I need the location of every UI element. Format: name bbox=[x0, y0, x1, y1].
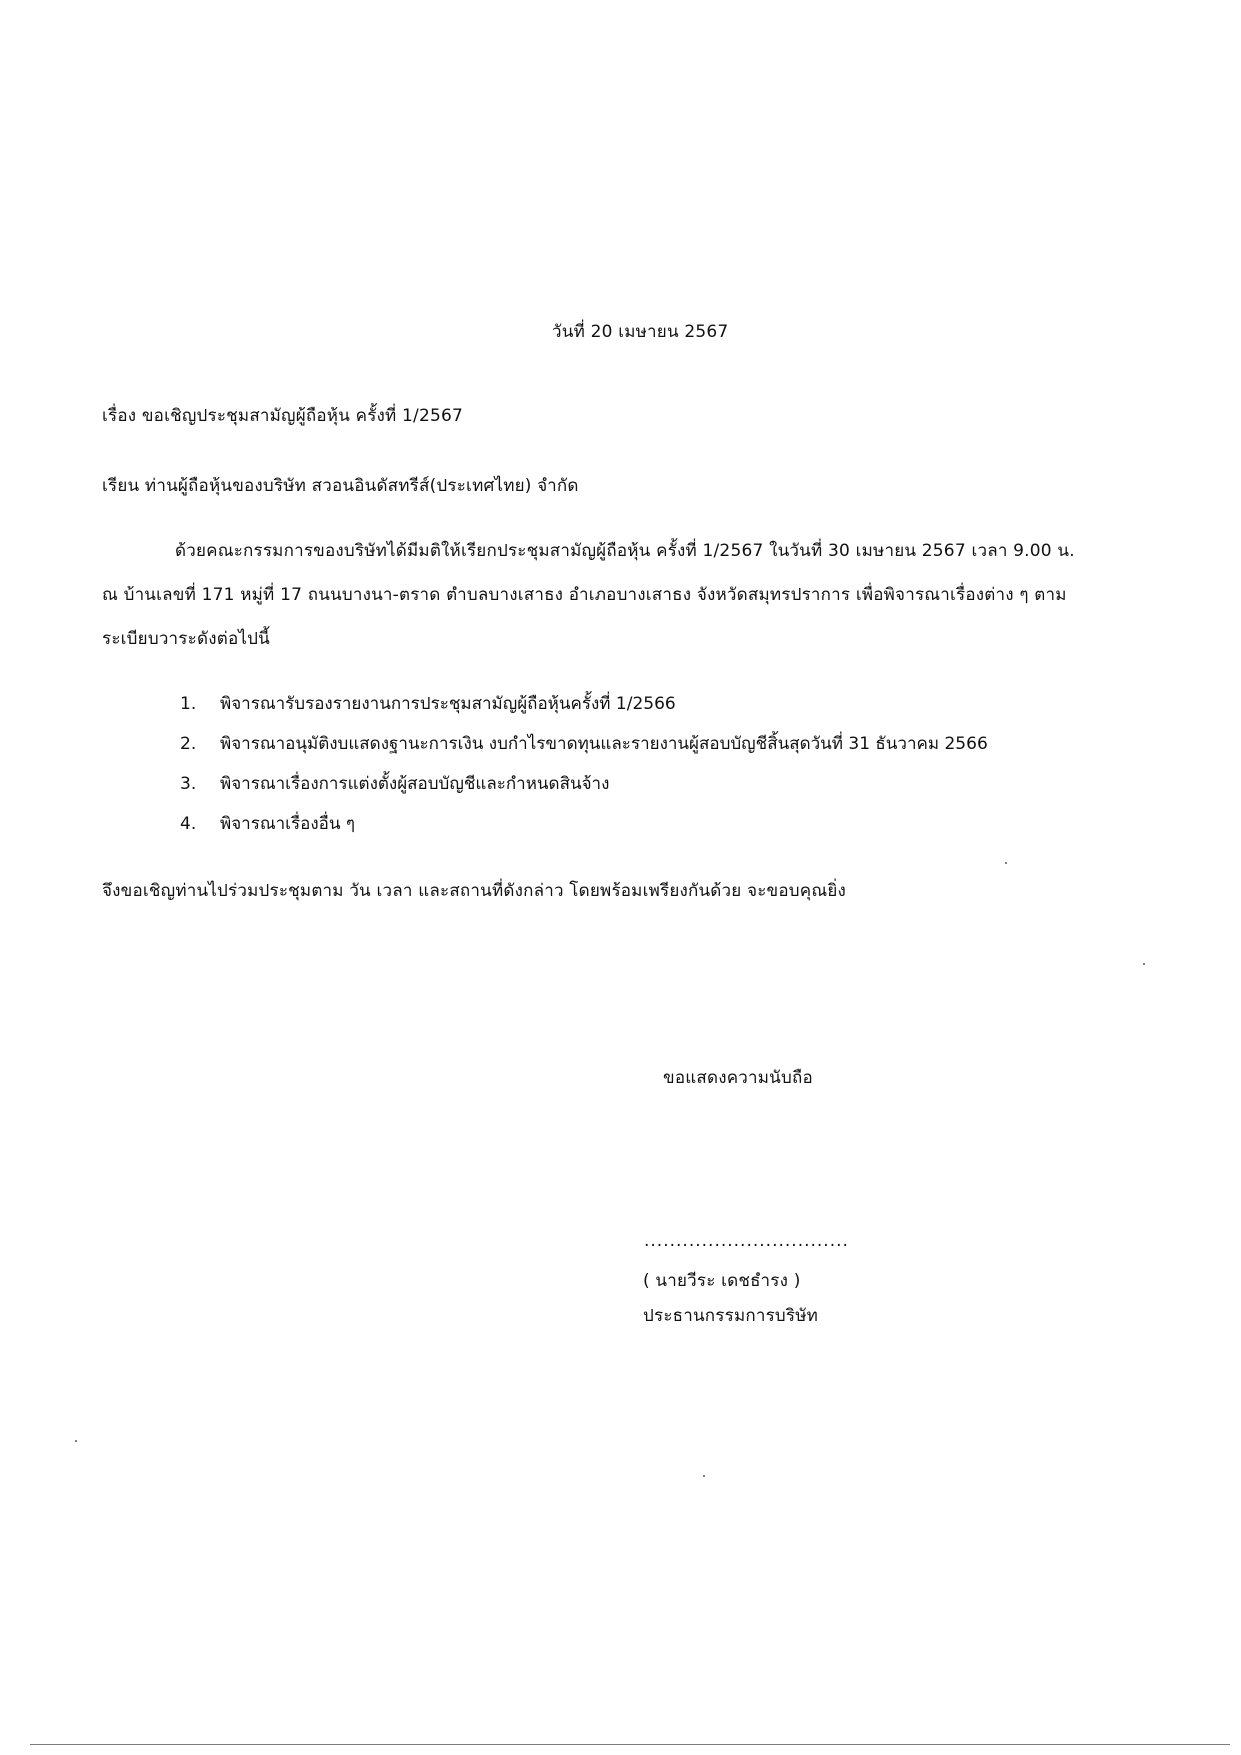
letter-subject: เรื่อง ขอเชิญประชุมสามัญผู้ถือหุ้น ครั้งที่ 1/2567 bbox=[102, 406, 464, 426]
scan-edge-line bbox=[30, 1744, 1230, 1745]
letter-recipient: เรียน ท่านผู้ถือหุ้นของบริษัท สวอนอินดัสทรีส์(ประเทศไทย) จำกัด bbox=[102, 476, 579, 496]
letter-regards: ขอแสดงความนับถือ bbox=[663, 1068, 813, 1088]
body-line-1: ด้วยคณะกรรมการของบริษัทได้มีมติให้เรียกประชุมสามัญผู้ถือหุ้น ครั้งที่ 1/2567 ในวันที่ 30 เมษายน 2567 เวลา 9.00 น. bbox=[175, 541, 1075, 561]
agenda-item-number: 4. bbox=[180, 814, 197, 834]
agenda-item-text: พิจารณาเรื่องการแต่งตั้งผู้สอบบัญชีและกำหนดสินจ้าง bbox=[220, 774, 610, 794]
signature-line: ................................ bbox=[644, 1231, 849, 1251]
signer-position: ประธานกรรมการบริษัท bbox=[643, 1306, 819, 1326]
signer-name: ( นายวีระ เดชธำรง ) bbox=[643, 1271, 801, 1291]
agenda-item-number: 1. bbox=[180, 694, 197, 714]
scan-speck bbox=[1005, 862, 1007, 864]
agenda-item-text: พิจารณารับรองรายงานการประชุมสามัญผู้ถือหุ้นครั้งที่ 1/2566 bbox=[220, 694, 676, 714]
agenda-item-number: 2. bbox=[180, 734, 197, 754]
scan-speck bbox=[703, 1475, 705, 1477]
letter-date: วันที่ 20 เมษายน 2567 bbox=[552, 322, 729, 342]
body-line-2: ณ บ้านเลขที่ 171 หมู่ที่ 17 ถนนบางนา-ตราด ตำบลบางเสาธง อำเภอบางเสาธง จังหวัดสมุทรปราการ เพื่อพิจารณาเรื่องต่าง ๆ ตาม bbox=[102, 585, 1067, 605]
body-line-3: ระเบียบวาระดังต่อไปนี้ bbox=[102, 629, 270, 649]
agenda-item-text: พิจารณาเรื่องอื่น ๆ bbox=[220, 814, 355, 834]
agenda-item-text: พิจารณาอนุมัติงบแสดงฐานะการเงิน งบกำไรขาดทุนและรายงานผู้สอบบัญชีสิ้นสุดวันที่ 31 ธันวาคม 2566 bbox=[220, 734, 988, 754]
agenda-item-number: 3. bbox=[180, 774, 197, 794]
scan-speck bbox=[1143, 963, 1145, 965]
scan-speck bbox=[75, 1440, 77, 1442]
letter-closing: จึงขอเชิญท่านไปร่วมประชุมตาม วัน เวลา และสถานที่ดังกล่าว โดยพร้อมเพรียงกันด้วย จะขอบคุณยิ่ง bbox=[102, 881, 846, 901]
